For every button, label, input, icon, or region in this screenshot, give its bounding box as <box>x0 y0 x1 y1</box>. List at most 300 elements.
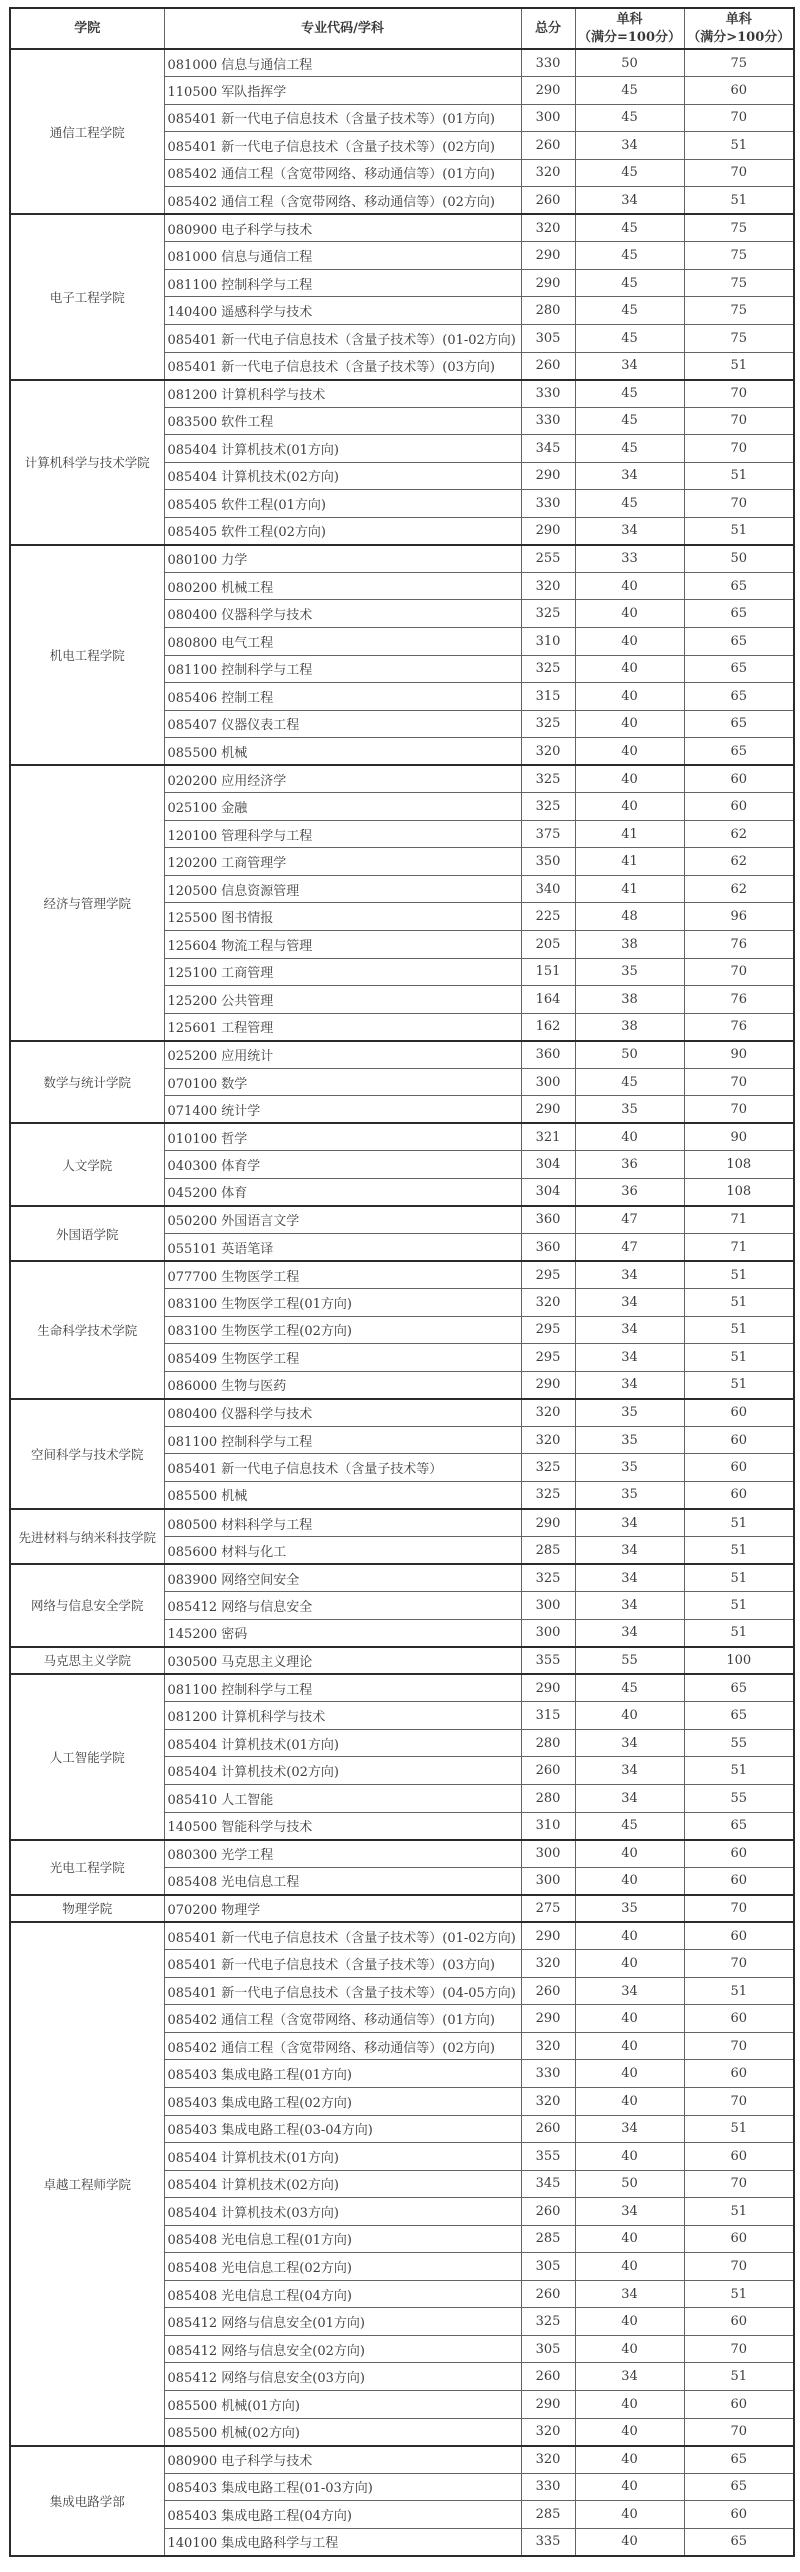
total-score-cell: 290 <box>521 77 575 105</box>
single-subject-gt100-cell: 76 <box>684 986 794 1014</box>
total-score-cell: 320 <box>521 1426 575 1454</box>
single-subject-100-cell: 34 <box>575 1757 684 1785</box>
total-score-cell: 320 <box>521 2087 575 2115</box>
total-score-cell: 285 <box>521 2501 575 2529</box>
single-subject-gt100-cell: 51 <box>684 187 794 215</box>
total-score-cell: 260 <box>521 2115 575 2143</box>
table-row <box>10 1509 794 1537</box>
single-subject-100-cell: 45 <box>575 1674 684 1702</box>
table-row <box>10 214 794 242</box>
major-cell: 085401 新一代电子信息技术（含量子技术等）(03方向) <box>164 352 521 380</box>
single-subject-gt100-cell: 65 <box>684 710 794 738</box>
single-subject-gt100-cell: 60 <box>684 2060 794 2088</box>
table-row <box>10 1123 794 1151</box>
single-subject-gt100-cell: 60 <box>684 1399 794 1427</box>
major-cell: 085403 集成电路工程(01方向) <box>164 2060 521 2088</box>
total-score-cell: 315 <box>521 683 575 711</box>
header-single-eq-100-line2: （满分=100分） <box>577 29 682 45</box>
total-score-cell: 325 <box>521 655 575 683</box>
total-score-cell: 290 <box>521 242 575 270</box>
major-cell: 080900 电子科学与技术 <box>164 2446 521 2474</box>
total-score-cell: 375 <box>521 820 575 848</box>
total-score-cell: 300 <box>521 1592 575 1620</box>
college-cell: 数学与统计学院 <box>10 1041 164 1124</box>
single-subject-100-cell: 40 <box>575 710 684 738</box>
total-score-cell: 290 <box>521 2005 575 2033</box>
single-subject-gt100-cell: 65 <box>684 600 794 628</box>
major-cell: 085410 人工智能 <box>164 1784 521 1812</box>
single-subject-100-cell: 34 <box>575 1316 684 1344</box>
total-score-cell: 300 <box>521 1867 575 1895</box>
single-subject-100-cell: 34 <box>575 2198 684 2226</box>
table-row <box>10 380 794 408</box>
single-subject-100-cell: 45 <box>575 380 684 408</box>
header-single-eq-100-line1: 单科 <box>616 11 643 27</box>
major-cell: 085405 软件工程(01方向) <box>164 490 521 518</box>
total-score-cell: 255 <box>521 545 575 573</box>
single-subject-gt100-cell: 51 <box>684 1316 794 1344</box>
major-cell: 085406 控制工程 <box>164 683 521 711</box>
total-score-cell: 320 <box>521 214 575 242</box>
major-cell: 055101 英语笔译 <box>164 1234 521 1262</box>
single-subject-gt100-cell: 70 <box>684 1950 794 1978</box>
total-score-cell: 305 <box>521 2253 575 2281</box>
major-cell: 085404 计算机技术(01方向) <box>164 2143 521 2171</box>
single-subject-gt100-cell: 71 <box>684 1234 794 1262</box>
single-subject-gt100-cell: 51 <box>684 1289 794 1317</box>
major-cell: 083500 软件工程 <box>164 407 521 435</box>
major-cell: 081000 信息与通信工程 <box>164 49 521 77</box>
single-subject-gt100-cell: 51 <box>684 1619 794 1647</box>
total-score-cell: 321 <box>521 1123 575 1151</box>
total-score-cell: 162 <box>521 1013 575 1041</box>
total-score-cell: 320 <box>521 572 575 600</box>
single-subject-100-cell: 41 <box>575 848 684 876</box>
table-row <box>10 1261 794 1289</box>
single-subject-100-cell: 40 <box>575 1950 684 1978</box>
major-cell: 085403 集成电路工程(01-03方向) <box>164 2473 521 2501</box>
single-subject-100-cell: 36 <box>575 1151 684 1179</box>
total-score-cell: 260 <box>521 1977 575 2005</box>
total-score-cell: 260 <box>521 2280 575 2308</box>
single-subject-100-cell: 40 <box>575 2005 684 2033</box>
single-subject-100-cell: 40 <box>575 2087 684 2115</box>
table-row <box>10 1674 794 1702</box>
total-score-cell: 290 <box>521 1674 575 1702</box>
major-cell: 085402 通信工程（含宽带网络、移动通信等）(01方向) <box>164 2005 521 2033</box>
single-subject-100-cell: 35 <box>575 1426 684 1454</box>
major-cell: 125200 公共管理 <box>164 986 521 1014</box>
single-subject-100-cell: 34 <box>575 1289 684 1317</box>
single-subject-100-cell: 40 <box>575 627 684 655</box>
major-cell: 086000 生物与医药 <box>164 1371 521 1399</box>
total-score-cell: 345 <box>521 2170 575 2198</box>
single-subject-gt100-cell: 60 <box>684 2143 794 2171</box>
single-subject-100-cell: 47 <box>575 1206 684 1234</box>
single-subject-100-cell: 45 <box>575 407 684 435</box>
major-cell: 080400 仪器科学与技术 <box>164 1399 521 1427</box>
single-subject-gt100-cell: 75 <box>684 242 794 270</box>
total-score-cell: 320 <box>521 2446 575 2474</box>
major-cell: 085401 新一代电子信息技术（含量子技术等） <box>164 1454 521 1482</box>
total-score-cell: 295 <box>521 1261 575 1289</box>
major-cell: 085408 光电信息工程(02方向) <box>164 2253 521 2281</box>
single-subject-gt100-cell: 51 <box>684 2280 794 2308</box>
major-cell: 085408 光电信息工程(04方向) <box>164 2280 521 2308</box>
total-score-cell: 330 <box>521 2473 575 2501</box>
table-row <box>10 1895 794 1923</box>
total-score-cell: 330 <box>521 490 575 518</box>
single-subject-100-cell: 41 <box>575 875 684 903</box>
major-cell: 125604 物流工程与管理 <box>164 931 521 959</box>
single-subject-gt100-cell: 65 <box>684 683 794 711</box>
single-subject-100-cell: 40 <box>575 2032 684 2060</box>
single-subject-gt100-cell: 51 <box>684 1344 794 1372</box>
total-score-cell: 320 <box>521 159 575 187</box>
single-subject-gt100-cell: 70 <box>684 435 794 463</box>
total-score-cell: 315 <box>521 1702 575 1730</box>
single-subject-gt100-cell: 70 <box>684 2335 794 2363</box>
single-subject-gt100-cell: 60 <box>684 1867 794 1895</box>
single-subject-gt100-cell: 51 <box>684 2198 794 2226</box>
single-subject-100-cell: 40 <box>575 1702 684 1730</box>
single-subject-100-cell: 35 <box>575 1454 684 1482</box>
major-cell: 080800 电气工程 <box>164 627 521 655</box>
total-score-cell: 164 <box>521 986 575 1014</box>
major-cell: 010100 哲学 <box>164 1123 521 1151</box>
single-subject-gt100-cell: 60 <box>684 2390 794 2418</box>
single-subject-100-cell: 40 <box>575 793 684 821</box>
single-subject-100-cell: 40 <box>575 655 684 683</box>
total-score-cell: 355 <box>521 1647 575 1675</box>
single-subject-100-cell: 40 <box>575 2335 684 2363</box>
total-score-cell: 290 <box>521 1096 575 1124</box>
total-score-cell: 330 <box>521 380 575 408</box>
major-cell: 085500 机械 <box>164 738 521 766</box>
single-subject-gt100-cell: 62 <box>684 848 794 876</box>
college-cell: 外国语学院 <box>10 1206 164 1261</box>
major-cell: 080900 电子科学与技术 <box>164 214 521 242</box>
header-row <box>10 8 794 49</box>
total-score-cell: 325 <box>521 765 575 793</box>
single-subject-100-cell: 34 <box>575 187 684 215</box>
total-score-cell: 345 <box>521 435 575 463</box>
college-cell: 通信工程学院 <box>10 49 164 214</box>
total-score-cell: 151 <box>521 958 575 986</box>
major-cell: 110500 军队指挥学 <box>164 77 521 105</box>
major-cell: 085404 计算机技术(02方向) <box>164 1757 521 1785</box>
single-subject-gt100-cell: 62 <box>684 820 794 848</box>
table-row <box>10 1564 794 1592</box>
single-subject-100-cell: 40 <box>575 2143 684 2171</box>
college-cell: 计算机科学与技术学院 <box>10 380 164 545</box>
single-subject-100-cell: 40 <box>575 765 684 793</box>
single-subject-100-cell: 45 <box>575 490 684 518</box>
single-subject-100-cell: 45 <box>575 297 684 325</box>
single-subject-gt100-cell: 71 <box>684 1206 794 1234</box>
single-subject-100-cell: 40 <box>575 1840 684 1868</box>
major-cell: 045200 体育 <box>164 1178 521 1206</box>
single-subject-100-cell: 40 <box>575 2528 684 2556</box>
total-score-cell: 260 <box>521 2363 575 2391</box>
table-row <box>10 1647 794 1675</box>
single-subject-gt100-cell: 65 <box>684 572 794 600</box>
single-subject-100-cell: 38 <box>575 986 684 1014</box>
header-single-gt-100 <box>684 8 794 49</box>
single-subject-100-cell: 45 <box>575 77 684 105</box>
single-subject-gt100-cell: 70 <box>684 2253 794 2281</box>
total-score-cell: 320 <box>521 2032 575 2060</box>
major-cell: 081200 计算机科学与技术 <box>164 1702 521 1730</box>
major-cell: 085600 材料与化工 <box>164 1537 521 1565</box>
single-subject-100-cell: 34 <box>575 1261 684 1289</box>
major-cell: 085401 新一代电子信息技术（含量子技术等）(01-02方向) <box>164 1922 521 1950</box>
major-cell: 083100 生物医学工程(02方向) <box>164 1316 521 1344</box>
major-cell: 125601 工程管理 <box>164 1013 521 1041</box>
college-cell: 生命科学技术学院 <box>10 1261 164 1399</box>
major-cell: 081200 计算机科学与技术 <box>164 380 521 408</box>
single-subject-gt100-cell: 55 <box>684 1784 794 1812</box>
single-subject-gt100-cell: 70 <box>684 407 794 435</box>
total-score-cell: 330 <box>521 2060 575 2088</box>
major-cell: 125100 工商管理 <box>164 958 521 986</box>
total-score-cell: 304 <box>521 1151 575 1179</box>
single-subject-100-cell: 55 <box>575 1647 684 1675</box>
single-subject-100-cell: 45 <box>575 1812 684 1840</box>
single-subject-100-cell: 34 <box>575 2280 684 2308</box>
major-cell: 145200 密码 <box>164 1619 521 1647</box>
single-subject-100-cell: 34 <box>575 352 684 380</box>
single-subject-gt100-cell: 108 <box>684 1178 794 1206</box>
college-cell: 光电工程学院 <box>10 1840 164 1895</box>
header-single-gt-100-line2: （满分>100分） <box>687 29 791 45</box>
single-subject-100-cell: 45 <box>575 242 684 270</box>
single-subject-gt100-cell: 62 <box>684 875 794 903</box>
major-cell: 085401 新一代电子信息技术（含量子技术等）(02方向) <box>164 132 521 160</box>
single-subject-gt100-cell: 55 <box>684 1729 794 1757</box>
single-subject-100-cell: 40 <box>575 1123 684 1151</box>
major-cell: 085405 软件工程(02方向) <box>164 517 521 545</box>
major-cell: 080100 力学 <box>164 545 521 573</box>
table-body <box>10 49 794 2556</box>
total-score-cell: 300 <box>521 1619 575 1647</box>
major-cell: 080400 仪器科学与技术 <box>164 600 521 628</box>
header-single-gt-100-line1: 单科 <box>725 11 752 27</box>
total-score-cell: 320 <box>521 1399 575 1427</box>
single-subject-gt100-cell: 60 <box>684 77 794 105</box>
total-score-cell: 330 <box>521 49 575 77</box>
single-subject-100-cell: 40 <box>575 738 684 766</box>
major-cell: 080300 光学工程 <box>164 1840 521 1868</box>
single-subject-gt100-cell: 51 <box>684 2363 794 2391</box>
single-subject-100-cell: 40 <box>575 2501 684 2529</box>
major-cell: 085401 新一代电子信息技术（含量子技术等）(01方向) <box>164 104 521 132</box>
major-cell: 085403 集成电路工程(04方向) <box>164 2501 521 2529</box>
header-college: 学院 <box>10 8 164 49</box>
major-cell: 085404 计算机技术(01方向) <box>164 1729 521 1757</box>
single-subject-100-cell: 40 <box>575 572 684 600</box>
total-score-cell: 280 <box>521 1784 575 1812</box>
college-cell: 人文学院 <box>10 1123 164 1206</box>
major-cell: 120500 信息资源管理 <box>164 875 521 903</box>
total-score-cell: 325 <box>521 710 575 738</box>
single-subject-gt100-cell: 75 <box>684 324 794 352</box>
major-cell: 083100 生物医学工程(01方向) <box>164 1289 521 1317</box>
college-cell: 电子工程学院 <box>10 214 164 379</box>
total-score-cell: 290 <box>521 517 575 545</box>
single-subject-gt100-cell: 51 <box>684 352 794 380</box>
total-score-cell: 360 <box>521 1041 575 1069</box>
single-subject-100-cell: 35 <box>575 958 684 986</box>
single-subject-100-cell: 34 <box>575 132 684 160</box>
major-cell: 081000 信息与通信工程 <box>164 242 521 270</box>
single-subject-gt100-cell: 65 <box>684 1812 794 1840</box>
single-subject-gt100-cell: 65 <box>684 1702 794 1730</box>
single-subject-100-cell: 40 <box>575 2060 684 2088</box>
major-cell: 077700 生物医学工程 <box>164 1261 521 1289</box>
single-subject-gt100-cell: 60 <box>684 793 794 821</box>
major-cell: 085500 机械 <box>164 1481 521 1509</box>
total-score-cell: 355 <box>521 2143 575 2171</box>
total-score-cell: 260 <box>521 1757 575 1785</box>
single-subject-gt100-cell: 51 <box>684 1757 794 1785</box>
single-subject-gt100-cell: 96 <box>684 903 794 931</box>
single-subject-100-cell: 35 <box>575 1481 684 1509</box>
college-cell: 空间科学与技术学院 <box>10 1399 164 1509</box>
single-subject-100-cell: 40 <box>575 1922 684 1950</box>
single-subject-gt100-cell: 51 <box>684 2115 794 2143</box>
college-cell: 马克思主义学院 <box>10 1647 164 1675</box>
single-subject-gt100-cell: 76 <box>684 1013 794 1041</box>
total-score-cell: 260 <box>521 2198 575 2226</box>
total-score-cell: 320 <box>521 1950 575 1978</box>
single-subject-gt100-cell: 75 <box>684 49 794 77</box>
single-subject-100-cell: 34 <box>575 1371 684 1399</box>
table-row <box>10 1399 794 1427</box>
single-subject-gt100-cell: 70 <box>684 2170 794 2198</box>
single-subject-100-cell: 34 <box>575 462 684 490</box>
table-row <box>10 1840 794 1868</box>
total-score-cell: 360 <box>521 1234 575 1262</box>
major-cell: 080200 机械工程 <box>164 572 521 600</box>
single-subject-gt100-cell: 60 <box>684 1481 794 1509</box>
college-cell: 机电工程学院 <box>10 545 164 765</box>
total-score-cell: 280 <box>521 1729 575 1757</box>
total-score-cell: 260 <box>521 132 575 160</box>
total-score-cell: 335 <box>521 2528 575 2556</box>
single-subject-gt100-cell: 70 <box>684 2032 794 2060</box>
major-cell: 085412 网络与信息安全(03方向) <box>164 2363 521 2391</box>
major-cell: 085404 计算机技术(02方向) <box>164 2170 521 2198</box>
college-cell: 物理学院 <box>10 1895 164 1923</box>
total-score-cell: 325 <box>521 1481 575 1509</box>
single-subject-gt100-cell: 60 <box>684 1426 794 1454</box>
single-subject-100-cell: 34 <box>575 1729 684 1757</box>
single-subject-100-cell: 40 <box>575 2390 684 2418</box>
single-subject-100-cell: 34 <box>575 1784 684 1812</box>
total-score-cell: 310 <box>521 1812 575 1840</box>
major-cell: 085409 生物医学工程 <box>164 1344 521 1372</box>
major-cell: 025200 应用统计 <box>164 1041 521 1069</box>
header-total: 总分 <box>521 8 575 49</box>
total-score-cell: 320 <box>521 2418 575 2446</box>
total-score-cell: 320 <box>521 738 575 766</box>
major-cell: 085412 网络与信息安全(01方向) <box>164 2308 521 2336</box>
college-cell: 人工智能学院 <box>10 1674 164 1839</box>
single-subject-100-cell: 40 <box>575 2253 684 2281</box>
header-single-eq-100 <box>575 8 684 49</box>
single-subject-100-cell: 45 <box>575 435 684 463</box>
major-cell: 120200 工商管理学 <box>164 848 521 876</box>
total-score-cell: 295 <box>521 1316 575 1344</box>
single-subject-100-cell: 45 <box>575 1068 684 1096</box>
single-subject-100-cell: 35 <box>575 1096 684 1124</box>
college-cell: 先进材料与纳米科技学院 <box>10 1509 164 1564</box>
admission-score-table <box>9 7 795 2557</box>
table-row <box>10 1041 794 1069</box>
single-subject-gt100-cell: 60 <box>684 2005 794 2033</box>
single-subject-100-cell: 40 <box>575 2446 684 2474</box>
single-subject-100-cell: 35 <box>575 1399 684 1427</box>
single-subject-gt100-cell: 76 <box>684 931 794 959</box>
major-cell: 085412 网络与信息安全(02方向) <box>164 2335 521 2363</box>
single-subject-100-cell: 50 <box>575 1041 684 1069</box>
single-subject-100-cell: 35 <box>575 1895 684 1923</box>
total-score-cell: 350 <box>521 848 575 876</box>
major-cell: 080500 材料科学与工程 <box>164 1509 521 1537</box>
major-cell: 040300 体育学 <box>164 1151 521 1179</box>
total-score-cell: 290 <box>521 462 575 490</box>
single-subject-gt100-cell: 65 <box>684 2473 794 2501</box>
major-cell: 085404 计算机技术(02方向) <box>164 462 521 490</box>
single-subject-gt100-cell: 51 <box>684 1371 794 1399</box>
major-cell: 050200 外国语言文学 <box>164 1206 521 1234</box>
single-subject-100-cell: 45 <box>575 104 684 132</box>
single-subject-100-cell: 34 <box>575 2363 684 2391</box>
single-subject-gt100-cell: 51 <box>684 1564 794 1592</box>
single-subject-gt100-cell: 60 <box>684 2225 794 2253</box>
single-subject-gt100-cell: 90 <box>684 1041 794 1069</box>
single-subject-100-cell: 36 <box>575 1178 684 1206</box>
major-cell: 140100 集成电路科学与工程 <box>164 2528 521 2556</box>
single-subject-gt100-cell: 75 <box>684 297 794 325</box>
major-cell: 085401 新一代电子信息技术（含量子技术等）(04-05方向) <box>164 1977 521 2005</box>
major-cell: 070200 物理学 <box>164 1895 521 1923</box>
major-cell: 081100 控制科学与工程 <box>164 1426 521 1454</box>
total-score-cell: 340 <box>521 875 575 903</box>
single-subject-gt100-cell: 65 <box>684 655 794 683</box>
major-cell: 085402 通信工程（含宽带网络、移动通信等）(02方向) <box>164 2032 521 2060</box>
major-cell: 085408 光电信息工程(01方向) <box>164 2225 521 2253</box>
major-cell: 085403 集成电路工程(03-04方向) <box>164 2115 521 2143</box>
single-subject-gt100-cell: 70 <box>684 1895 794 1923</box>
total-score-cell: 360 <box>521 1206 575 1234</box>
single-subject-100-cell: 40 <box>575 2308 684 2336</box>
header-major: 专业代码/学科 <box>164 8 521 49</box>
total-score-cell: 300 <box>521 1840 575 1868</box>
major-cell: 070100 数学 <box>164 1068 521 1096</box>
single-subject-gt100-cell: 70 <box>684 1068 794 1096</box>
single-subject-100-cell: 40 <box>575 1867 684 1895</box>
total-score-cell: 205 <box>521 931 575 959</box>
table-row <box>10 765 794 793</box>
total-score-cell: 225 <box>521 903 575 931</box>
single-subject-gt100-cell: 60 <box>684 765 794 793</box>
total-score-cell: 260 <box>521 187 575 215</box>
total-score-cell: 325 <box>521 2308 575 2336</box>
single-subject-gt100-cell: 50 <box>684 545 794 573</box>
single-subject-100-cell: 34 <box>575 1564 684 1592</box>
